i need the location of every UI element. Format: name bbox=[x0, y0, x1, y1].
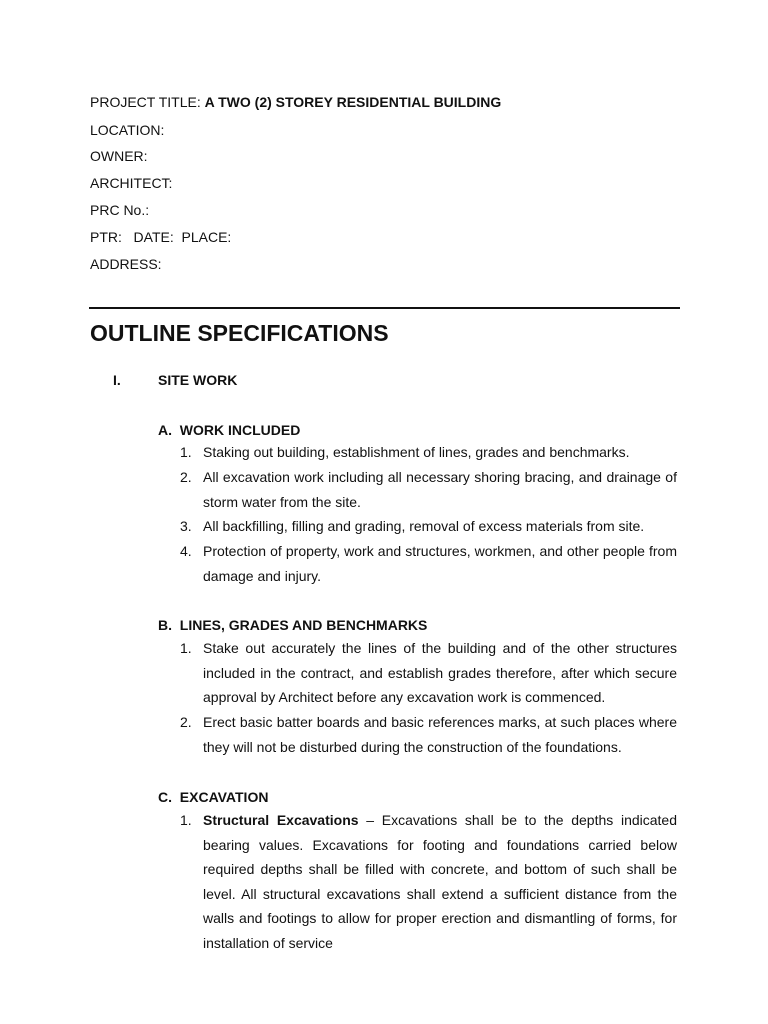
subsection-b-heading: B. LINES, GRADES AND BENCHMARKS bbox=[158, 617, 428, 633]
owner-label: OWNER: bbox=[90, 148, 148, 164]
list-item-number: 4. bbox=[180, 543, 192, 559]
list-item-number: 1. bbox=[180, 812, 192, 828]
project-title-label: PROJECT TITLE: bbox=[90, 94, 201, 110]
list-item-lead: Structural Excavations bbox=[203, 812, 359, 828]
list-item-text: Staking out building, establishment of lines, grades and benchmarks. bbox=[203, 444, 630, 460]
header-divider bbox=[89, 307, 680, 309]
section-title: SITE WORK bbox=[158, 372, 238, 388]
project-title-line bbox=[90, 93, 501, 111]
prc-label: PRC No.: bbox=[90, 202, 150, 218]
list-item-text: Stake out accurately the lines of the building and of the other structures included in the contract, and establish grades therefore, after which secure approval by Architect before any excavation work is commenced. bbox=[203, 640, 677, 706]
section-number: I. bbox=[113, 372, 121, 388]
subsection-a-heading: A. WORK INCLUDED bbox=[158, 422, 301, 438]
document-title: OUTLINE SPECIFICATIONS bbox=[90, 320, 389, 346]
list-item-text bbox=[203, 808, 677, 956]
list-item-text: All excavation work including all necessary shoring bracing, and drainage of storm water from the site. bbox=[203, 469, 677, 510]
list-item-number: 3. bbox=[180, 518, 192, 534]
list-item-body: – Excavations shall be to the depths indicated bearing values. Excavations for footing and foundations carried below required depths shall be filled with concrete, and bottom of such shall be level. All structural excavations shall extend a sufficient distance from the walls and footings to allow for proper erection and dismantling of forms, for installation of service bbox=[203, 812, 677, 951]
list-item-text: All backfilling, filling and grading, removal of excess materials from site. bbox=[203, 518, 645, 534]
list-item-number: 2. bbox=[180, 469, 192, 485]
ptr-date-place-line: PTR: DATE: PLACE: bbox=[90, 229, 232, 245]
list-item-number: 2. bbox=[180, 714, 192, 730]
list-item-text: Protection of property, work and structures, workmen, and other people from damage and injury. bbox=[203, 543, 677, 584]
list-item-number: 1. bbox=[180, 444, 192, 460]
subsection-c-heading: C. EXCAVATION bbox=[158, 789, 269, 805]
list-item-number: 1. bbox=[180, 640, 192, 656]
list-item-text: Erect basic batter boards and basic references marks, at such places where they will not be disturbed during the construction of the foundations. bbox=[203, 714, 677, 755]
project-title-value: A TWO (2) STOREY RESIDENTIAL BUILDING bbox=[204, 94, 502, 110]
location-label: LOCATION: bbox=[90, 122, 165, 138]
architect-label: ARCHITECT: bbox=[90, 175, 173, 191]
address-label: ADDRESS: bbox=[90, 256, 162, 272]
